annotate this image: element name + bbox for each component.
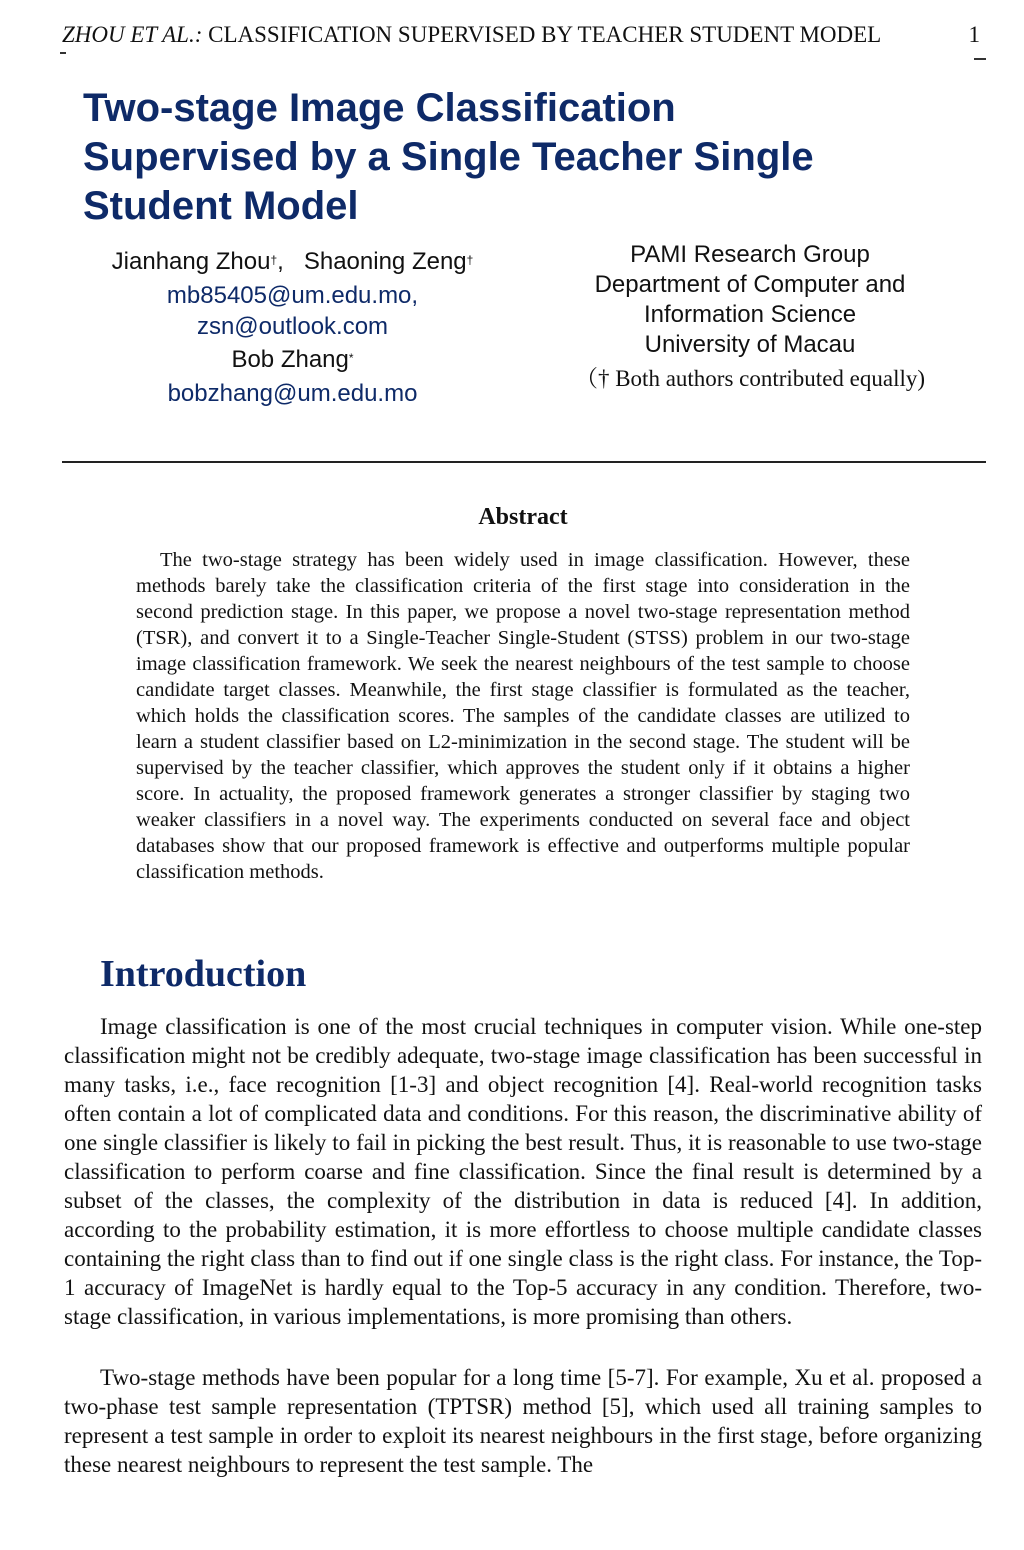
affiliation-line-3: Information Science — [643, 301, 857, 328]
equal-contribution-note: （† Both authors contributed equally) — [574, 366, 926, 391]
affiliation-block — [548, 240, 952, 398]
introduction-heading: Introduction — [100, 953, 307, 995]
affiliation-line-1: PAMI Research Group — [630, 241, 870, 268]
running-head-title: CLASSIFICATION SUPERVISED BY TEACHER STUDENT MODEL — [208, 22, 882, 47]
affiliation-line-2: Department of Computer and — [594, 271, 906, 298]
header-tick-left — [60, 52, 66, 54]
paper-title — [83, 84, 923, 231]
affiliation-line-4: University of Macau — [644, 331, 856, 358]
author-3-line — [70, 342, 515, 378]
author-name-1: Jianhang Zhou — [111, 248, 271, 275]
author-email-1[interactable]: mb85405@um.edu.mo, — [166, 282, 419, 309]
introduction-paragraph-1: Image classification is one of the most crucial techniques in computer vision. While one-step classification might not be credibly adequate, two-stage image classification has been successful in many tasks, i.e., face recognition [1-3] and object recognition [4]. Real-world recognition tasks often contain a lot of complicated data and conditions. For this reason, the discriminative ability of one single classifier is likely to fail in picking the best result. Thus, it is reasonable to use two-stage classification to perform coarse and fine classification. Since the final result is determined by a subset of the classes, the complexity of the distribution in data is reduced [4]. In addition, according to the probability estimation, it is more effortless to choose multiple candidate classes containing the right class than to find out if one single class is the right class. For instance, the Top-1 accuracy of ImageNet is hardly equal to the Top-5 accuracy in any condition. Therefore, two-stage classification, in various implementations, is more promising than others. — [64, 1014, 982, 1329]
running-head-authors: ZHOU ET AL.: — [62, 22, 203, 47]
author-names-line — [70, 244, 515, 280]
author-name-2: Shaoning Zeng — [303, 248, 467, 275]
author-email-2[interactable]: zsn@outlook.com — [196, 313, 389, 340]
paper-title-line-1: Two-stage Image Classification — [83, 86, 676, 130]
author-name-3: Bob Zhang — [231, 346, 349, 373]
paper-title-line-2: Supervised by a Single Teacher Single — [83, 135, 814, 179]
paper-title-line-3: Student Model — [83, 184, 359, 228]
author-3-mark: * — [348, 351, 354, 365]
author-block — [70, 244, 515, 409]
author-1-mark: † — [270, 253, 278, 267]
header-rule — [62, 461, 986, 463]
header-tick-right — [974, 58, 986, 60]
author-separator: , — [277, 248, 284, 275]
page-number: 1 — [968, 22, 980, 47]
abstract-body: The two-stage strategy has been widely used in image classification. However, these methods barely take the classification criteria of the first stage into consideration in the second prediction stage. In this paper, we propose a novel two-stage representation method (TSR), and convert it to a Single-Teacher Single-Student (STSS) problem in our two-stage image classification framework. We seek the nearest neighbours of the test sample to choose candidate target classes. Meanwhile, the first stage classifier is formulated as the teacher, which holds the classification scores. The samples of the candidate classes are utilized to learn a student classifier based on L2-minimization in the second stage. The student will be supervised by the teacher classifier, which approves the student only if it obtains a higher score. In actuality, the proposed framework generates a stronger classifier by staging two weaker classifiers in a novel way. The experiments conducted on several face and object databases show that our proposed framework is effective and outperforms multiple popular classification methods. — [136, 549, 910, 883]
running-head — [62, 22, 984, 48]
abstract-heading: Abstract — [478, 504, 568, 530]
author-email-3[interactable]: bobzhang@um.edu.mo — [167, 380, 418, 407]
introduction-paragraph-2: Two-stage methods have been popular for a long time [5-7]. For example, Xu et al. proposed a two-phase test sample representation (TPTSR) method [5], which used all training samples to represent a test sample in order to exploit its nearest neighbours in the first stage, before organizing these nearest neighbours to represent the test sample. The — [64, 1365, 982, 1477]
author-2-mark: † — [466, 253, 474, 267]
